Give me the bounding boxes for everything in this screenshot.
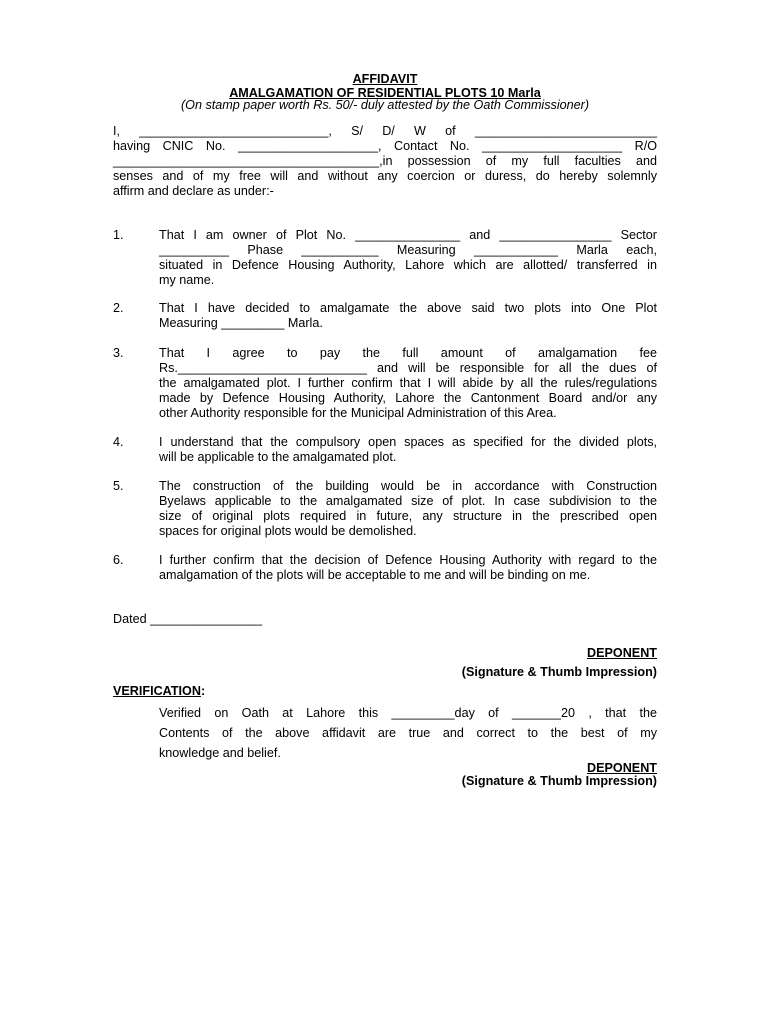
verification-line: knowledge and belief. [159, 746, 281, 760]
clause-number: 2. [113, 301, 124, 315]
clause-line: my name. [159, 273, 215, 287]
verification-colon: : [200, 684, 206, 698]
intro-section [113, 124, 657, 199]
clause-line: made by Defence Housing Authority, Lahore the Cantonment Board and/or any [159, 391, 657, 405]
clause-line: Rs.___________________________ and will be responsible for all the dues of [159, 361, 657, 375]
deponent-label [587, 646, 657, 661]
intro-line: I, ___________________________, S/ D/ W of __________________________ [113, 124, 657, 138]
clause-line: That I have decided to amalgamate the above said two plots into One Plot [159, 301, 657, 315]
dated-field: Dated ________________ [113, 612, 263, 626]
clause-line: other Authority responsible for the Municipal Administration of this Area. [159, 406, 557, 420]
verification-line: Verified on Oath at Lahore this _________day of _______20 , that the [159, 706, 657, 720]
deponent-heading: DEPONENT [587, 646, 657, 660]
clause-line: The construction of the building would be in accordance with Construction [159, 479, 657, 493]
signature-thumb-label: (Signature & Thumb Impression) [461, 665, 657, 679]
clause-number: 5. [113, 479, 124, 493]
clause-number: 4. [113, 435, 124, 449]
clause-number: 6. [113, 553, 124, 567]
clause-line: I understand that the compulsory open spaces as specified for the divided plots, [159, 435, 657, 449]
intro-line: ______________________________________,in possession of my full faculties and [113, 154, 657, 168]
verification-line: Contents of the above affidavit are true and correct to the best of my [159, 726, 657, 740]
clause-line: __________ Phase ___________ Measuring ____________ Marla each, [159, 243, 657, 257]
document-title: AFFIDAVIT [352, 72, 418, 86]
clause-line: size of original plots required in future, any structure in the prescribed open [159, 509, 657, 523]
clause-line: the amalgamated plot. I further confirm that I will abide by all the rules/regulations [159, 376, 657, 390]
clause-number: 1. [113, 228, 124, 242]
verification-heading [113, 684, 205, 699]
signature-thumb-label-2: (Signature & Thumb Impression) [461, 774, 657, 788]
intro-line: having CNIC No. ____________________, Contact No. ____________________ R/O [113, 139, 657, 153]
clause-line: Measuring _________ Marla. [159, 316, 323, 330]
deponent-heading: DEPONENT [587, 761, 657, 775]
intro-line: senses and of my free will and without any coercion or duress, do hereby solemnly [113, 169, 657, 183]
clause-line: Byelaws applicable to the amalgamated size of plot. In case subdivision to the [159, 494, 657, 508]
document-subtitle: AMALGAMATION OF RESIDENTIAL PLOTS 10 Marla [229, 86, 541, 100]
verification-title: VERIFICATION [113, 684, 201, 698]
stamp-paper-note: (On stamp paper worth Rs. 50/- duly attested by the Oath Commissioner) [180, 98, 590, 112]
intro-line: affirm and declare as under:- [113, 184, 274, 198]
clause-number: 3. [113, 346, 124, 360]
clause-line: amalgamation of the plots will be acceptable to me and will be binding on me. [159, 568, 591, 582]
clause-line: That I agree to pay the full amount of amalgamation fee [159, 346, 657, 360]
clause-line: That I am owner of Plot No. _______________ and ________________ Sector [159, 228, 657, 242]
clause-line: I further confirm that the decision of Defence Housing Authority with regard to the [159, 553, 657, 567]
clause-line: will be applicable to the amalgamated plot. [159, 450, 397, 464]
verification-body [159, 703, 657, 763]
clause-line: situated in Defence Housing Authority, Lahore which are allotted/ transferred in [159, 258, 657, 272]
clause-line: spaces for original plots would be demolished. [159, 524, 417, 538]
